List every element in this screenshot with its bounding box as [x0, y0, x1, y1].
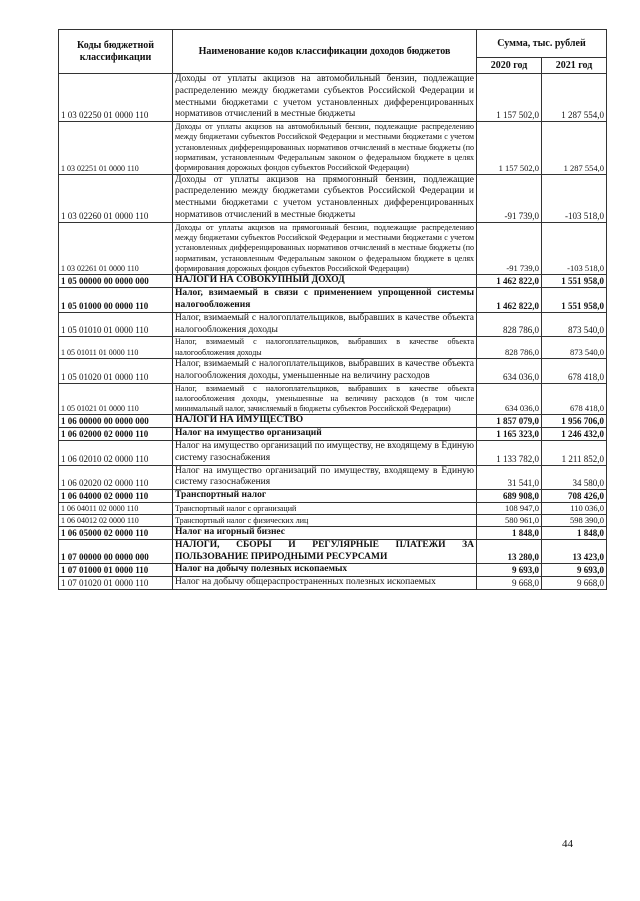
value-2021-cell: 1 551 958,0 — [542, 288, 607, 313]
code-cell: 1 06 04012 02 0000 110 — [59, 514, 173, 526]
code-cell: 1 06 00000 00 0000 000 — [59, 415, 173, 428]
table-row — [59, 465, 607, 490]
name-cell: Доходы от уплаты акцизов на прямогонный бензин, подлежащие распределению между бюджетами субъектов Российской Федерации и местными бюджетами с учетом установленных дифференцированных нормативов отчислений в местные бюджеты — [173, 174, 477, 222]
name-cell: НАЛОГИ, СБОРЫ И РЕГУЛЯРНЫЕ ПЛАТЕЖИ ЗА ПОЛЬЗОВАНИЕ ПРИРОДНЫМИ РЕСУРСАМИ — [173, 539, 477, 564]
header-year-2020: 2020 год — [477, 58, 542, 74]
value-2021-cell: 598 390,0 — [542, 514, 607, 526]
code-cell: 1 06 02010 02 0000 110 — [59, 441, 173, 466]
value-2020-cell: 1 462 822,0 — [477, 288, 542, 313]
value-2020-cell: 1 157 502,0 — [477, 74, 542, 122]
value-2021-cell: -103 518,0 — [542, 222, 607, 274]
value-2021-cell: 873 540,0 — [542, 312, 607, 337]
value-2020-cell: -91 739,0 — [477, 222, 542, 274]
code-cell: 1 06 04011 02 0000 110 — [59, 502, 173, 514]
code-cell: 1 05 01000 00 0000 110 — [59, 288, 173, 313]
value-2021-cell: 678 418,0 — [542, 358, 607, 383]
code-cell: 1 07 00000 00 0000 000 — [59, 539, 173, 564]
value-2020-cell: 1 165 323,0 — [477, 428, 542, 441]
code-cell: 1 07 01000 01 0000 110 — [59, 564, 173, 577]
code-cell: 1 03 02251 01 0000 110 — [59, 122, 173, 174]
table-row — [59, 122, 607, 174]
header-year-2021: 2021 год — [542, 58, 607, 74]
value-2020-cell: 1 133 782,0 — [477, 441, 542, 466]
table-row — [59, 441, 607, 466]
code-cell: 1 03 02261 01 0000 110 — [59, 222, 173, 274]
value-2021-cell: 678 418,0 — [542, 383, 607, 415]
page-number: 44 — [562, 838, 573, 850]
table-row — [59, 539, 607, 564]
value-2020-cell: 634 036,0 — [477, 358, 542, 383]
name-cell: Налог на имущество организаций по имуществу, не входящему в Единую систему газоснабжения — [173, 441, 477, 466]
name-cell: Налог на добычу общераспространенных полезных ископаемых — [173, 577, 477, 590]
value-2020-cell: 1 848,0 — [477, 526, 542, 539]
name-cell: Налог, взимаемый с налогоплательщиков, выбравших в качестве объекта налогообложения доходы, уменьшенные на величину расходов (в том числе минимальный налог, зачисляемый в бюджеты субъектов Российской Федерации) — [173, 383, 477, 415]
value-2021-cell: 110 036,0 — [542, 502, 607, 514]
table-row — [59, 428, 607, 441]
code-cell: 1 07 01020 01 0000 110 — [59, 577, 173, 590]
code-cell: 1 06 04000 02 0000 110 — [59, 490, 173, 503]
name-cell: Налог, взимаемый с налогоплательщиков, выбравших в качестве объекта налогообложения доходы, уменьшенные на величину расходов — [173, 358, 477, 383]
table-row — [59, 502, 607, 514]
name-cell: НАЛОГИ НА СОВОКУПНЫЙ ДОХОД — [173, 275, 477, 288]
value-2020-cell: 634 036,0 — [477, 383, 542, 415]
name-cell: Налог на имущество организаций по имуществу, входящему в Единую систему газоснабжения — [173, 465, 477, 490]
name-cell: Транспортный налог — [173, 490, 477, 503]
table-row — [59, 312, 607, 337]
value-2021-cell: 1 287 554,0 — [542, 122, 607, 174]
code-cell: 1 05 01010 01 0000 110 — [59, 312, 173, 337]
name-cell: Налог на имущество организаций — [173, 428, 477, 441]
value-2020-cell: 1 462 822,0 — [477, 275, 542, 288]
table-row — [59, 564, 607, 577]
budget-revenue-table — [58, 29, 607, 590]
table-row — [59, 74, 607, 122]
value-2021-cell: 9 668,0 — [542, 577, 607, 590]
table-row — [59, 383, 607, 415]
value-2021-cell: 873 540,0 — [542, 337, 607, 359]
value-2021-cell: 1 848,0 — [542, 526, 607, 539]
name-cell: Доходы от уплаты акцизов на автомобильный бензин, подлежащие распределению между бюджетами субъектов Российской Федерации и местными бюджетами с учетом установленных дифференцированных нормативов отчислений в местные бюджеты (по нормативам, установленным Федеральным законом о федеральном бюджете в целях формирования дорожных фондов субъектов Российской Федерации) — [173, 122, 477, 174]
name-cell: Налог, взимаемый в связи с применением упрощенной системы налогообложения — [173, 288, 477, 313]
value-2021-cell: -103 518,0 — [542, 174, 607, 222]
code-cell: 1 05 01020 01 0000 110 — [59, 358, 173, 383]
value-2021-cell: 1 211 852,0 — [542, 441, 607, 466]
value-2020-cell: 13 280,0 — [477, 539, 542, 564]
name-cell: Налог на игорный бизнес — [173, 526, 477, 539]
name-cell: Транспортный налог с физических лиц — [173, 514, 477, 526]
value-2020-cell: 108 947,0 — [477, 502, 542, 514]
header-sum-column: Сумма, тыс. рублей — [477, 30, 607, 58]
value-2020-cell: 1 157 502,0 — [477, 122, 542, 174]
header-name-column: Наименование кодов классификации доходов бюджетов — [173, 30, 477, 74]
code-cell: 1 03 02260 01 0000 110 — [59, 174, 173, 222]
table-row — [59, 490, 607, 503]
value-2020-cell: 1 857 079,0 — [477, 415, 542, 428]
value-2020-cell: 31 541,0 — [477, 465, 542, 490]
name-cell: Налог, взимаемый с налогоплательщиков, выбравших в качестве объекта налогообложения доходы — [173, 312, 477, 337]
value-2021-cell: 1 956 706,0 — [542, 415, 607, 428]
value-2020-cell: 828 786,0 — [477, 337, 542, 359]
table-row — [59, 174, 607, 222]
name-cell: Транспортный налог с организаций — [173, 502, 477, 514]
value-2020-cell: 580 961,0 — [477, 514, 542, 526]
table-row — [59, 358, 607, 383]
table-row — [59, 288, 607, 313]
value-2020-cell: 9 693,0 — [477, 564, 542, 577]
code-cell: 1 05 01011 01 0000 110 — [59, 337, 173, 359]
code-cell: 1 03 02250 01 0000 110 — [59, 74, 173, 122]
header-code-column: Коды бюджетной классификации — [59, 30, 173, 74]
value-2021-cell: 1 551 958,0 — [542, 275, 607, 288]
value-2020-cell: -91 739,0 — [477, 174, 542, 222]
name-cell: Доходы от уплаты акцизов на прямогонный бензин, подлежащие распределению между бюджетами субъектов Российской Федерации и местными бюджетами с учетом установленных дифференцированных нормативов отчислений в местные бюджеты (по нормативам, установленным Федеральным законом о федеральном бюджете в целях формирования дорожных фондов субъектов Российской Федерации) — [173, 222, 477, 274]
table-row — [59, 337, 607, 359]
value-2021-cell: 34 580,0 — [542, 465, 607, 490]
code-cell: 1 05 00000 00 0000 000 — [59, 275, 173, 288]
code-cell: 1 06 02000 02 0000 110 — [59, 428, 173, 441]
code-cell: 1 06 02020 02 0000 110 — [59, 465, 173, 490]
value-2020-cell: 689 908,0 — [477, 490, 542, 503]
table-row — [59, 222, 607, 274]
table-row — [59, 577, 607, 590]
value-2021-cell: 1 246 432,0 — [542, 428, 607, 441]
table-row — [59, 415, 607, 428]
name-cell: Налог, взимаемый с налогоплательщиков, выбравших в качестве объекта налогообложения доходы — [173, 337, 477, 359]
table-row — [59, 275, 607, 288]
name-cell: Доходы от уплаты акцизов на автомобильный бензин, подлежащие распределению между бюджетами субъектов Российской Федерации и местными бюджетами с учетом установленных дифференцированных нормативов отчислений в местные бюджеты — [173, 74, 477, 122]
table-row — [59, 514, 607, 526]
table-row — [59, 526, 607, 539]
value-2021-cell: 13 423,0 — [542, 539, 607, 564]
value-2020-cell: 828 786,0 — [477, 312, 542, 337]
value-2020-cell: 9 668,0 — [477, 577, 542, 590]
value-2021-cell: 708 426,0 — [542, 490, 607, 503]
name-cell: НАЛОГИ НА ИМУЩЕСТВО — [173, 415, 477, 428]
value-2021-cell: 1 287 554,0 — [542, 74, 607, 122]
code-cell: 1 05 01021 01 0000 110 — [59, 383, 173, 415]
code-cell: 1 06 05000 02 0000 110 — [59, 526, 173, 539]
value-2021-cell: 9 693,0 — [542, 564, 607, 577]
name-cell: Налог на добычу полезных ископаемых — [173, 564, 477, 577]
